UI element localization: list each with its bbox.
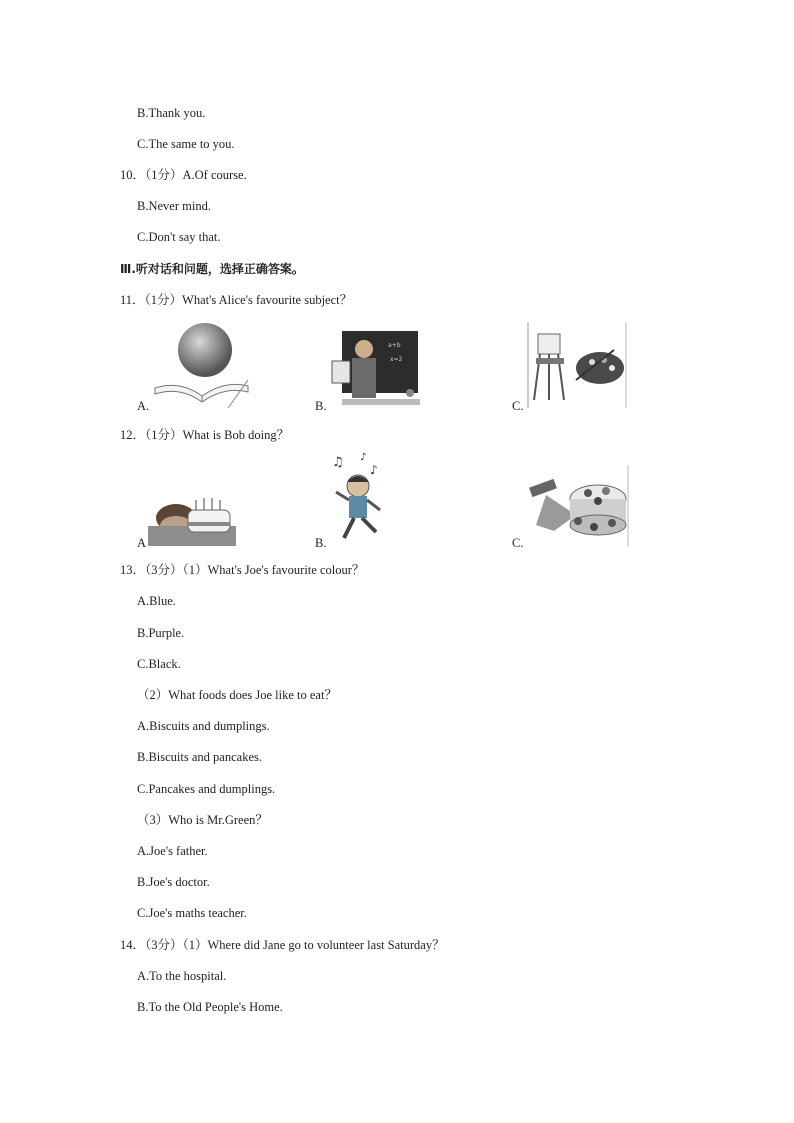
svg-text:♫: ♫: [332, 455, 344, 470]
q13-2-option-a: A.Biscuits and dumplings.: [137, 719, 270, 733]
q13-1-option-b: B.Purple.: [137, 626, 185, 640]
q12-label-b: B.: [315, 536, 327, 550]
q13-stem-2: （2）What foods does Joe like to eat？: [137, 688, 337, 702]
cutting-cake-picture: [526, 465, 630, 547]
section-3-heading: Ⅲ.听对话和问题，选择正确答案。: [120, 262, 304, 276]
svg-text:a+b: a+b: [388, 342, 401, 349]
q11-label-c: C.: [512, 399, 524, 413]
birthday-cake-picture: [148, 496, 236, 546]
q11-label-a: A.: [137, 399, 150, 413]
q14-1-option-b: B.To the Old People's Home.: [137, 1000, 283, 1014]
q10-option-b: B.Never mind.: [137, 199, 211, 213]
q9-option-b: B.Thank you.: [137, 106, 206, 120]
q10-option-c: C.Don't say that.: [137, 230, 221, 244]
q13-3-option-a: A.Joe's father.: [137, 844, 208, 858]
q13-1-option-c: C.Black.: [137, 657, 181, 671]
q13-1-option-a: A.Blue.: [137, 594, 176, 608]
svg-text:x=2: x=2: [390, 356, 403, 363]
svg-text:♪: ♪: [360, 452, 367, 463]
svg-text:♪: ♪: [370, 463, 378, 477]
teacher-blackboard-picture: [328, 327, 420, 409]
q13-2-option-b: B.Biscuits and pancakes.: [137, 750, 262, 764]
q11-label-b: B.: [315, 399, 327, 413]
q12-label-c: C.: [512, 536, 524, 550]
q10-stem: 10．（1分）A.Of course.: [120, 168, 247, 182]
q13-2-option-c: C.Pancakes and dumplings.: [137, 782, 276, 796]
easel-palette-picture: [524, 322, 630, 408]
q13-3-option-c: C.Joe's maths teacher.: [137, 906, 247, 920]
q14-1-option-a: A.To the hospital.: [137, 969, 227, 983]
q13-stem-1: 13．（3分）（1）What's Joe's favourite colour？: [120, 563, 365, 577]
q11-stem: 11．（1分）What's Alice's favourite subject？: [120, 293, 353, 307]
singing-boy-picture: [330, 452, 390, 546]
q12-stem: 12．（1分）What is Bob doing？: [120, 428, 290, 442]
q12-label-a: A: [137, 536, 147, 550]
globe-book-picture: [150, 318, 250, 410]
q13-3-option-b: B.Joe's doctor.: [137, 875, 210, 889]
q13-stem-3: （3）Who is Mr.Green？: [137, 813, 268, 827]
q9-option-c: C.The same to you.: [137, 137, 235, 151]
q14-stem-1: 14．（3分）（1）Where did Jane go to volunteer last Saturday？: [120, 938, 445, 952]
